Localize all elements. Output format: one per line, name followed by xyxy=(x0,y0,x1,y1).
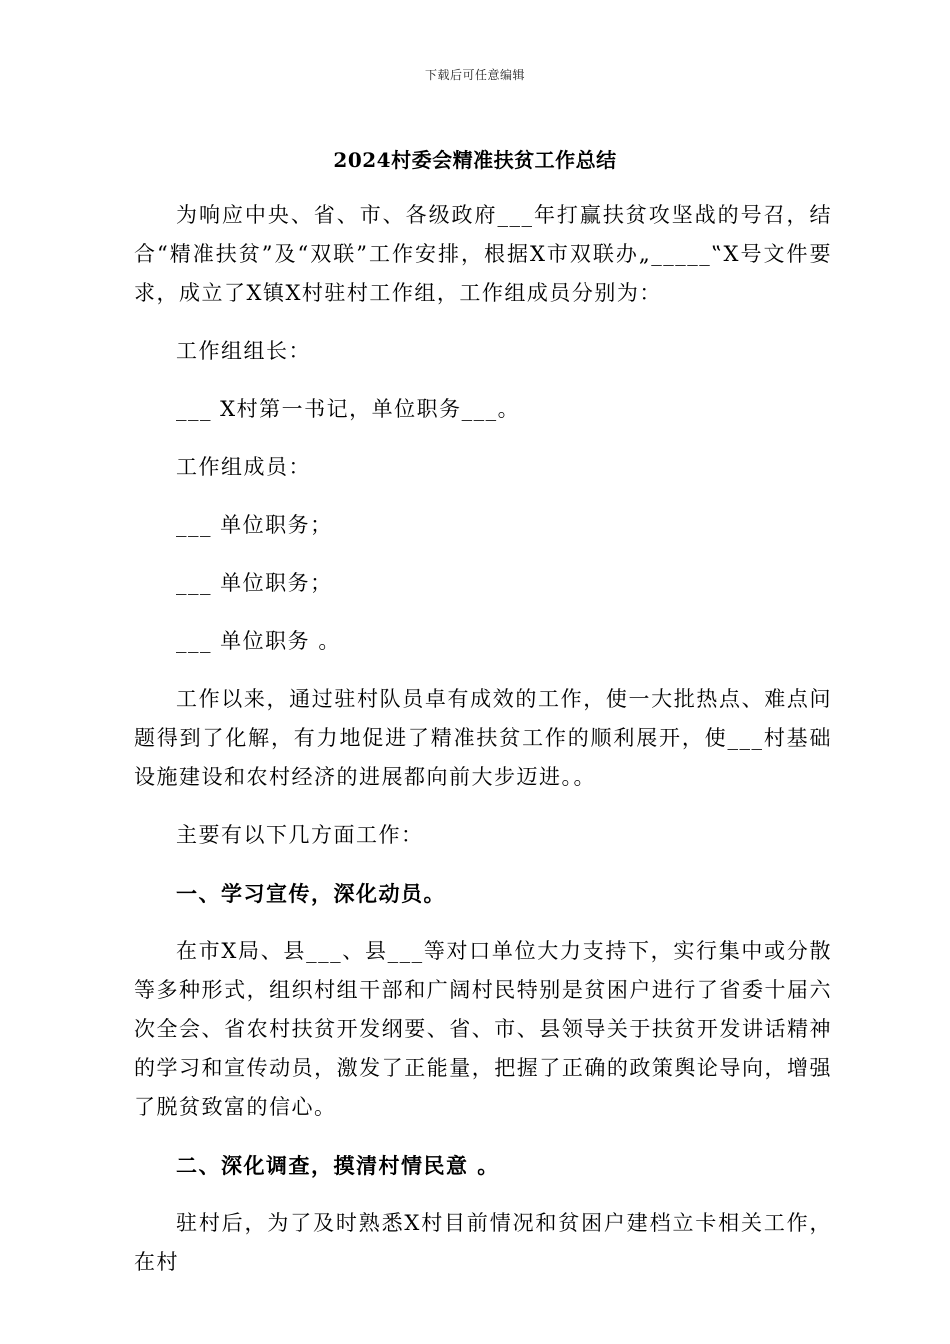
member-line-1: ___ 单位职务； xyxy=(176,513,333,537)
section-2-paragraph: 驻村后，为了及时熟悉X村目前情况和贫困户建档立卡相关工作，在村 xyxy=(134,1211,832,1274)
member-line-2: ___ 单位职务； xyxy=(176,571,333,595)
section-heading-1: 一、学习宣传，深化动员。 xyxy=(176,881,446,906)
leader-label: 工作组组长： xyxy=(176,339,311,363)
header-note: 下载后可任意编辑 xyxy=(424,68,525,82)
section-1-paragraph: 在市X局、县___、县___等对口单位大力支持下，实行集中或分散等多种形式，组织村组干部和广阔村民特别是贫困户进行了省委十届六次全会、省农村扶贫开发纲要、省、市、县领导关于扶贫开发讲话精神的学习和宣传动员，激发了正能量，把握了正确的政策舆论导向，增强了脱贫致富的信心。 xyxy=(134,939,832,1119)
members-label: 工作组成员： xyxy=(176,455,311,479)
intro-paragraph: 为响应中央、省、市、各级政府___年打赢扶贫攻坚战的号召，结合“精准扶贫”及“双联”工作安排，根据X市双联办„_____‟X号文件要求，成立了X镇X村驻村工作组，工作组成员分别为： xyxy=(134,203,832,305)
summary-paragraph: 工作以来，通过驻村队员卓有成效的工作，使一大批热点、难点问题得到了化解，有力地促进了精准扶贫工作的顺利展开，使___村基础设施建设和农村经济的进展都向前大步迈进。。 xyxy=(134,687,832,789)
section-heading-2: 二、深化调查，摸清村情民意 。 xyxy=(176,1153,500,1178)
main-work-intro: 主要有以下几方面工作： xyxy=(176,823,424,847)
document-title: 2024村委会精准扶贫工作总结 xyxy=(333,148,617,172)
leader-line: ___ X村第一书记，单位职务___。 xyxy=(176,397,521,421)
document-body xyxy=(134,196,832,1282)
member-line-3: ___ 单位职务 。 xyxy=(176,629,341,653)
